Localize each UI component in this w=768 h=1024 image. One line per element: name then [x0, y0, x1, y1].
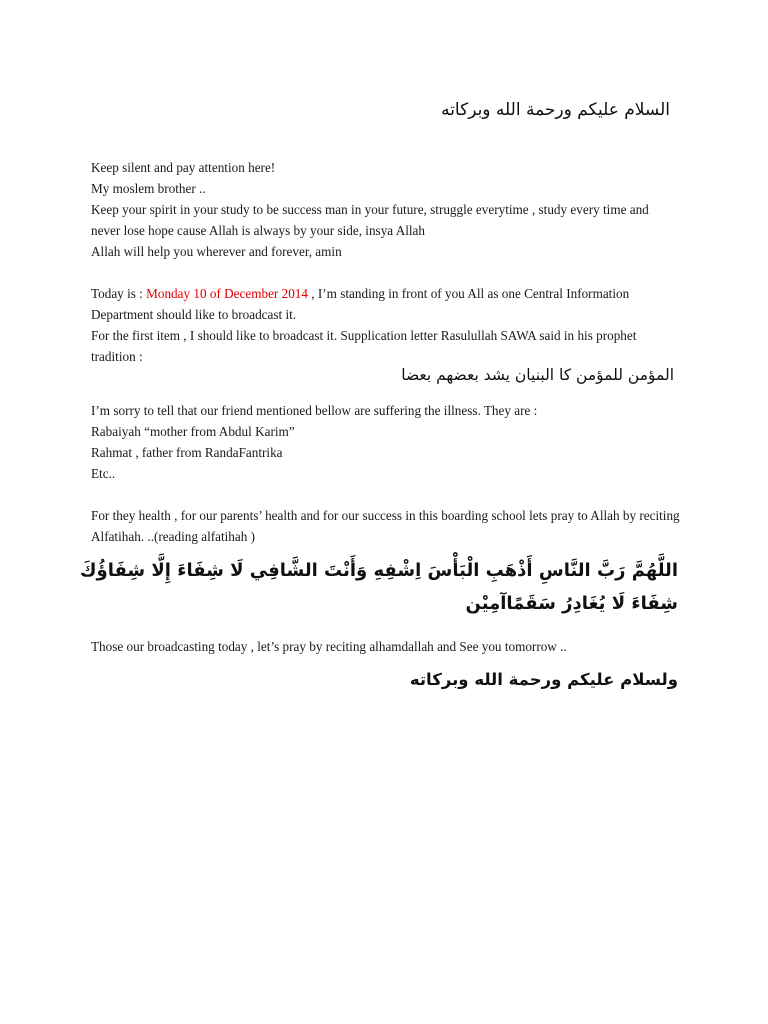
- arabic-greeting: السلام عليكم ورحمة الله وبركاته: [441, 100, 670, 120]
- arabic-prayer-line-2: شِفَاءَ لَا يُغَادِرُ سَقَمًاآمِيْن: [465, 593, 678, 614]
- date-highlight: Monday 10 of December 2014: [146, 286, 308, 301]
- illness-paragraph: [91, 400, 681, 484]
- closing-text: Those our broadcasting today , let’s pray by reciting alhamdallah and See you tomorrow ..: [91, 639, 567, 654]
- prayer-request-paragraph: [91, 505, 681, 547]
- today-prefix: Today is :: [91, 286, 147, 301]
- today-line: [91, 283, 681, 325]
- prayer-request-text: For they health , for our parents’ health and for our success in this boarding school lets pray to Allah by reciting Alfatihah. ..(reading alfatihah ): [91, 508, 680, 544]
- intro-line-allah-help: Allah will help you wherever and forever, amin: [91, 244, 342, 259]
- arabic-closing-greeting: ولسلام عليكم ورحمة الله وبركاته: [409, 670, 678, 689]
- arabic-hadith: المؤمن للمؤمن كا البنيان يشد بعضهم بعضا: [401, 366, 674, 384]
- closing-paragraph: [91, 636, 681, 657]
- intro-line-brother: My moslem brother ..: [91, 181, 206, 196]
- sick-person-2: Rahmat , father from RandaFantrika: [91, 445, 283, 460]
- announcement-paragraph: [91, 283, 681, 367]
- arabic-prayer-line-1: اللَّهُمَّ رَبَّ النَّاسِ أَذْهَبِ الْبَأْسَ اِشْفِهِ وَأَنْتَ الشَّافِي لَا شِفَاءَ إِلَّا شِفَاؤُكَ: [80, 560, 678, 581]
- sick-person-1: Rabaiyah “mother from Abdul Karim”: [91, 424, 295, 439]
- first-item-line: For the first item , I should like to broadcast it. Supplication letter Rasulullah SAWA said in his prophet tradition :: [91, 328, 637, 364]
- illness-intro: I’m sorry to tell that our friend mentioned bellow are suffering the illness. They are :: [91, 403, 538, 418]
- intro-line-attention: Keep silent and pay attention here!: [91, 160, 276, 175]
- today-suffix: , I’m standing in front of you All as one Central Information Department should like to broadcast it.: [91, 286, 630, 322]
- intro-paragraph: [91, 157, 681, 262]
- sick-etc: Etc..: [91, 466, 116, 481]
- intro-line-spirit: Keep your spirit in your study to be success man in your future, struggle everytime , study every time and never lose hope cause Allah is always by your side, insya Allah: [91, 202, 649, 238]
